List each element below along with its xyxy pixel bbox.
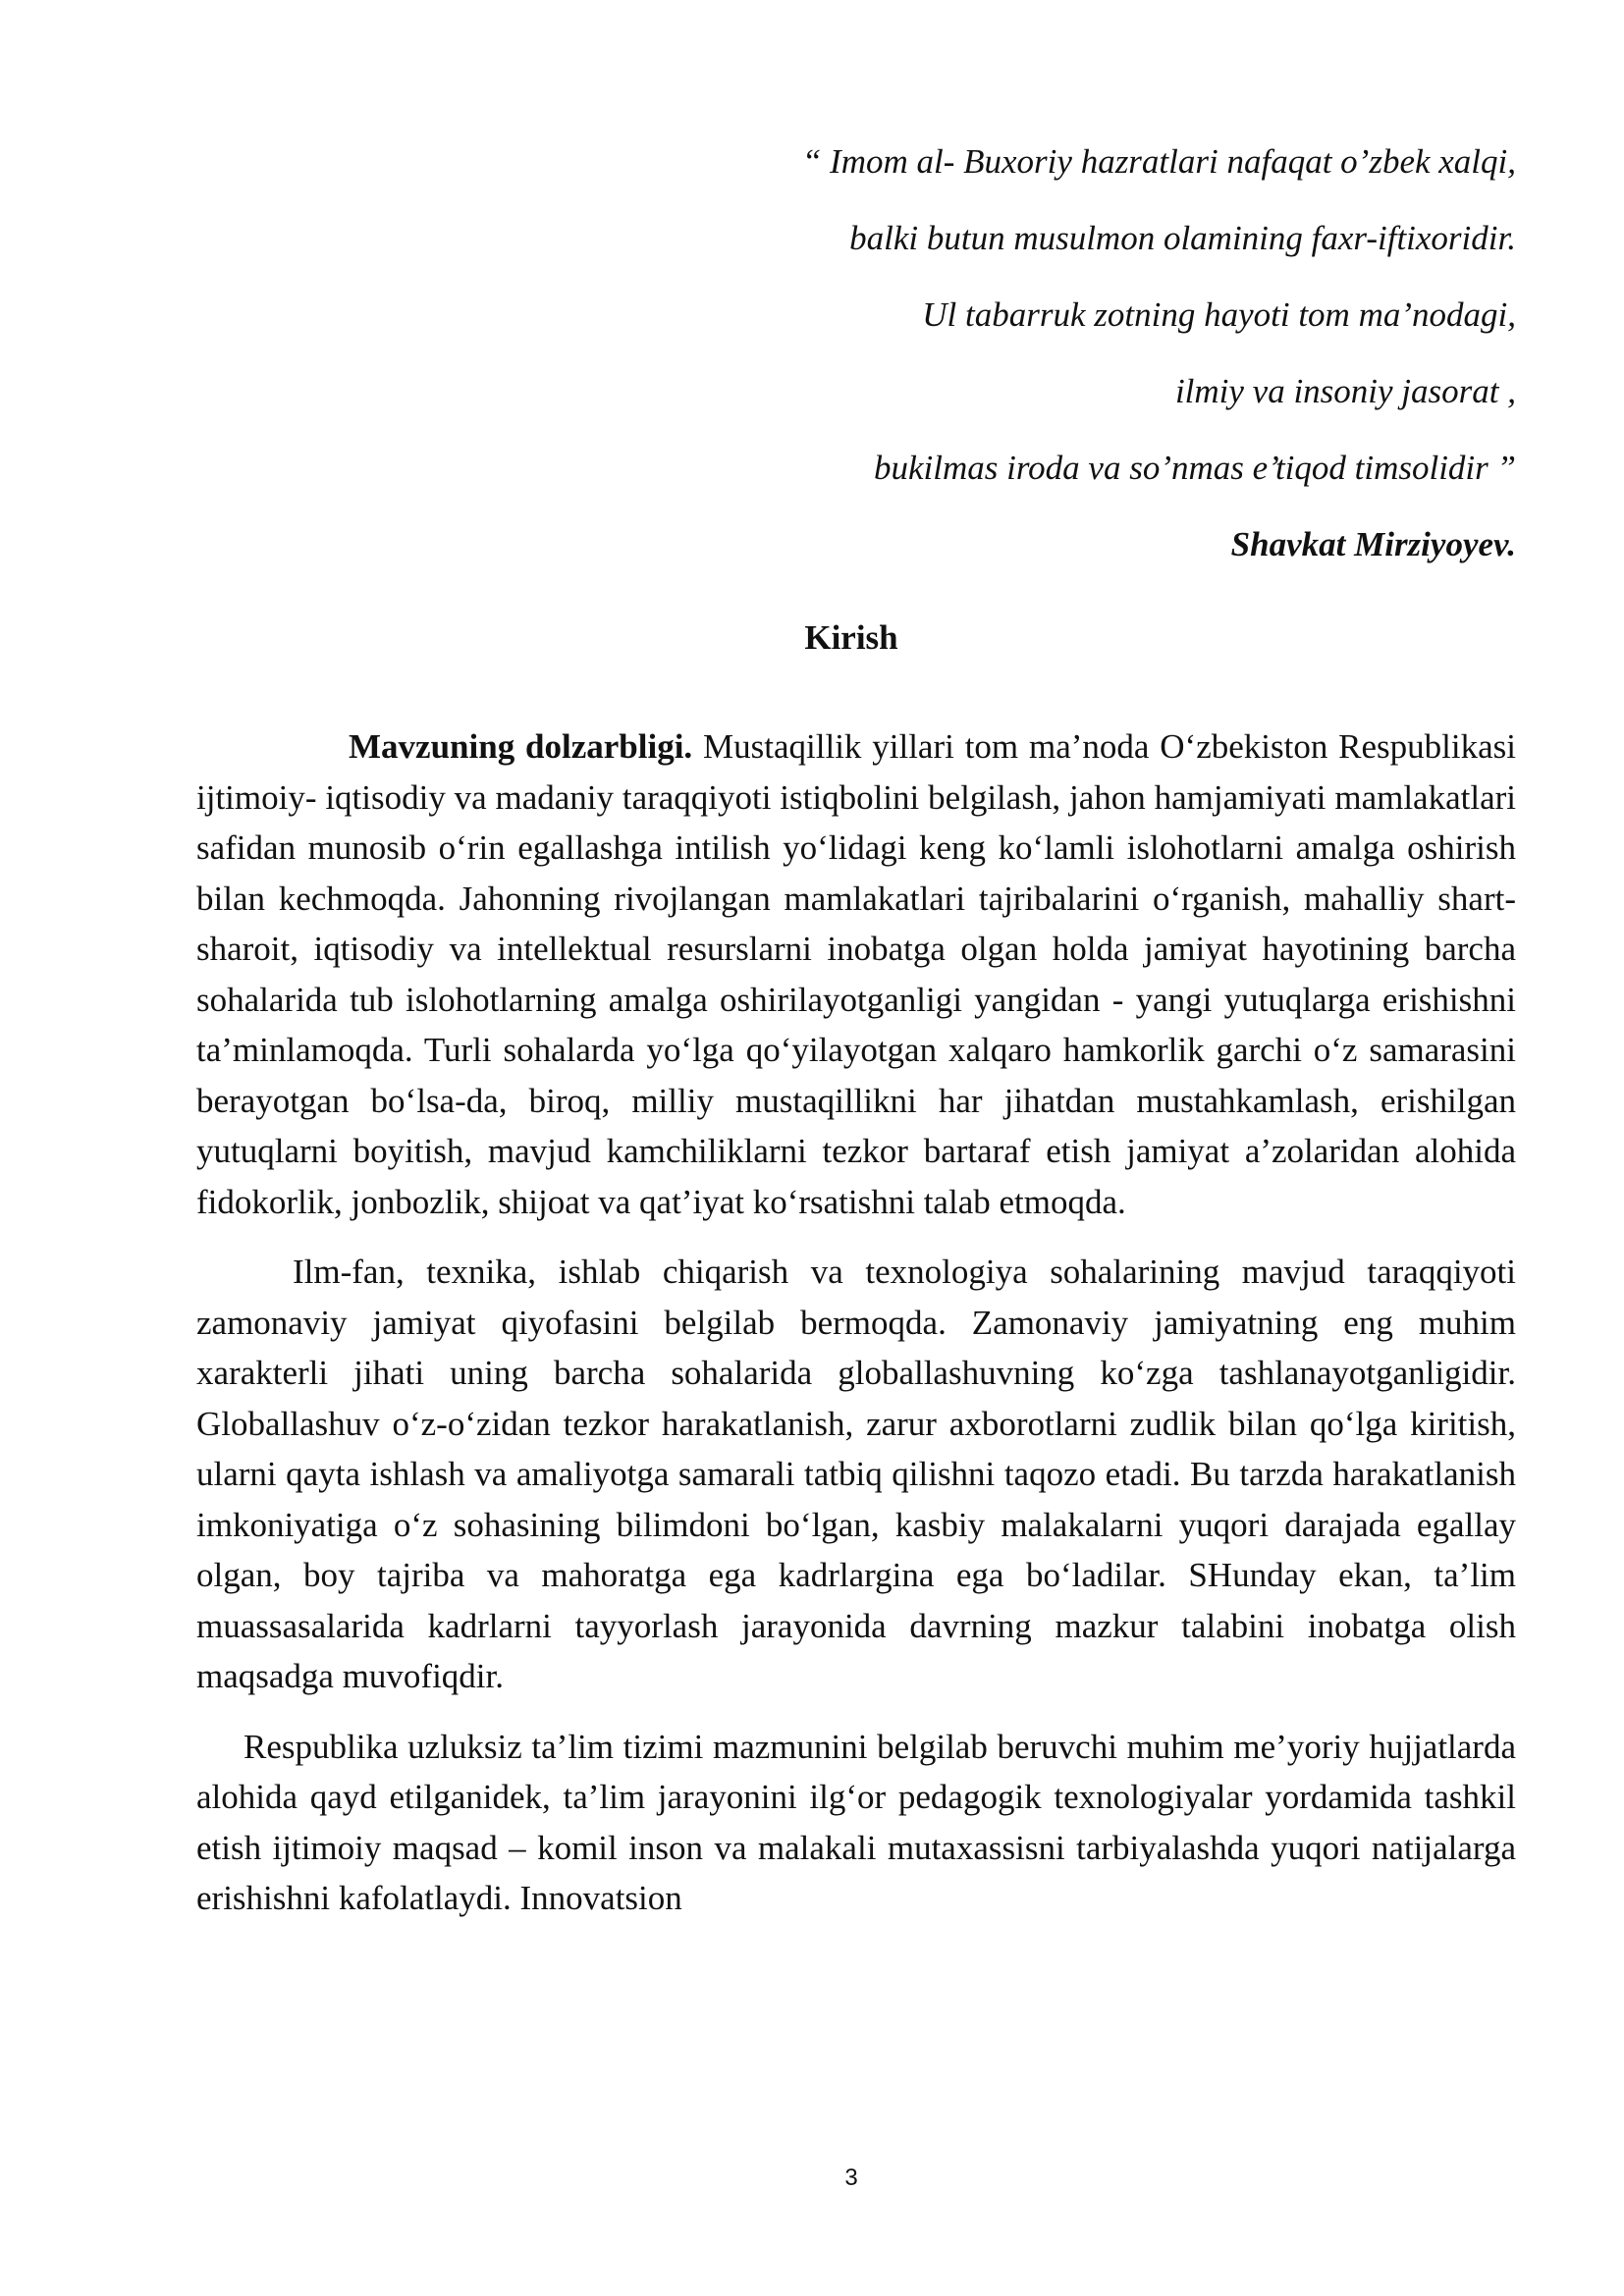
epigraph-line: balki butun musulmon olamining faxr-iftixoridir. (849, 219, 1516, 257)
epigraph-line: Ul tabarruk zotning hayoti tom ma’nodagi, (922, 295, 1516, 334)
epigraph (196, 142, 1516, 564)
epigraph-author: Shavkat Mirziyoyev. (1230, 525, 1516, 563)
section-heading: Kirish (804, 618, 898, 657)
body-text (196, 721, 1516, 1944)
epigraph-line: ilmiy va insoniy jasorat , (1174, 372, 1516, 410)
paragraph-text: Ilm-fan, texnika, ishlab chiqarish va texnologiya sohalarining mavjud taraqqiyoti zamonaviy jamiyat qiyofasini belgilab bermoqda. Zamonaviy jamiyatning eng muhim xarakterli jihati uning barcha sohalarida globallashuvning ko‘zga tashlanayotganligidir. Globallashuv o‘z-o‘zidan tezkor harakatlanish, zarur axborotlarni zudlik bilan qo‘lga kiritish, ularni qayta ishlash va amaliyotga samarali tatbiq qilishni taqozo etadi. Bu tarzda harakatlanish imkoniyatiga o‘z sohasining bilimdoni bo‘lgan, kasbiy malakalarni yuqori darajada egallay olgan, boy tajriba va mahoratga ega kadrlargina ega bo‘ladilar. SHunday ekan, ta’lim muassasalarida kadrlarni tayyorlash jarayonida davrning mazkur talabini inobatga olish maqsadga muvofiqdir. (196, 1253, 1516, 1695)
paragraph-text: Respublika uzluksiz ta’lim tizimi mazmunini belgilab beruvchi muhim me’yoriy hujjatlarda alohida qayd etilganidek, ta’lim jarayonini ilg‘or pedagogik texnologiyalar yordamida tashkil etish ijtimoiy maqsad – komil inson va malakali mutaxassisni tarbiyalashda yuqori natijalarga erishishni kafolatlaydi. Innovatsion (196, 1727, 1516, 1917)
paragraph-lead: Mavzuning dolzarbligi. (349, 727, 693, 766)
paragraph-text: Mustaqillik yillari tom ma’noda O‘zbekiston Respublikasi ijtimoiy- iqtisodiy va madaniy taraqqiyoti istiqbolini belgilash, jahon hamjamiyati mamlakatlari safidan munosib o‘rin egallashga intilish yo‘lidagi keng ko‘lamli islohotlarni amalga oshirish bilan kechmoqda. Jahonning rivojlangan mamlakatlari tajribalarini o‘rganish, mahalliy shart-sharoit, iqtisodiy va intellektual resurslarni inobatga olgan holda jamiyat hayotining barcha sohalarida tub islohotlarning amalga oshirilayotganligi yangidan - yangi yutuqlarga erishishni ta’minlamoqda. Turli sohalarda yo‘lga qo‘yilayotgan xalqaro hamkorlik garchi o‘z samarasini berayotgan bo‘lsa-da, biroq, milliy mustaqillikni har jihatdan mustahkamlash, erishilgan yutuqlarni boyitish, mavjud kamchiliklarni tezkor bartaraf etish jamiyat a’zolaridan alohida fidokorlik, jonbozlik, shijoat va qat’iyat ko‘rsatishni talab etmoqda. (196, 727, 1517, 1221)
epigraph-line: bukilmas iroda va so’nmas e’tiqod timsolidir ” (874, 449, 1516, 487)
paragraph-relevance (196, 721, 1516, 1227)
epigraph-line: “ Imom al- Buxoriy hazratlari nafaqat o’zbek xalqi, (801, 142, 1516, 181)
paragraph-globalization (196, 1247, 1516, 1702)
page-number: 3 (844, 2164, 858, 2191)
paragraph-education (196, 1722, 1516, 1924)
